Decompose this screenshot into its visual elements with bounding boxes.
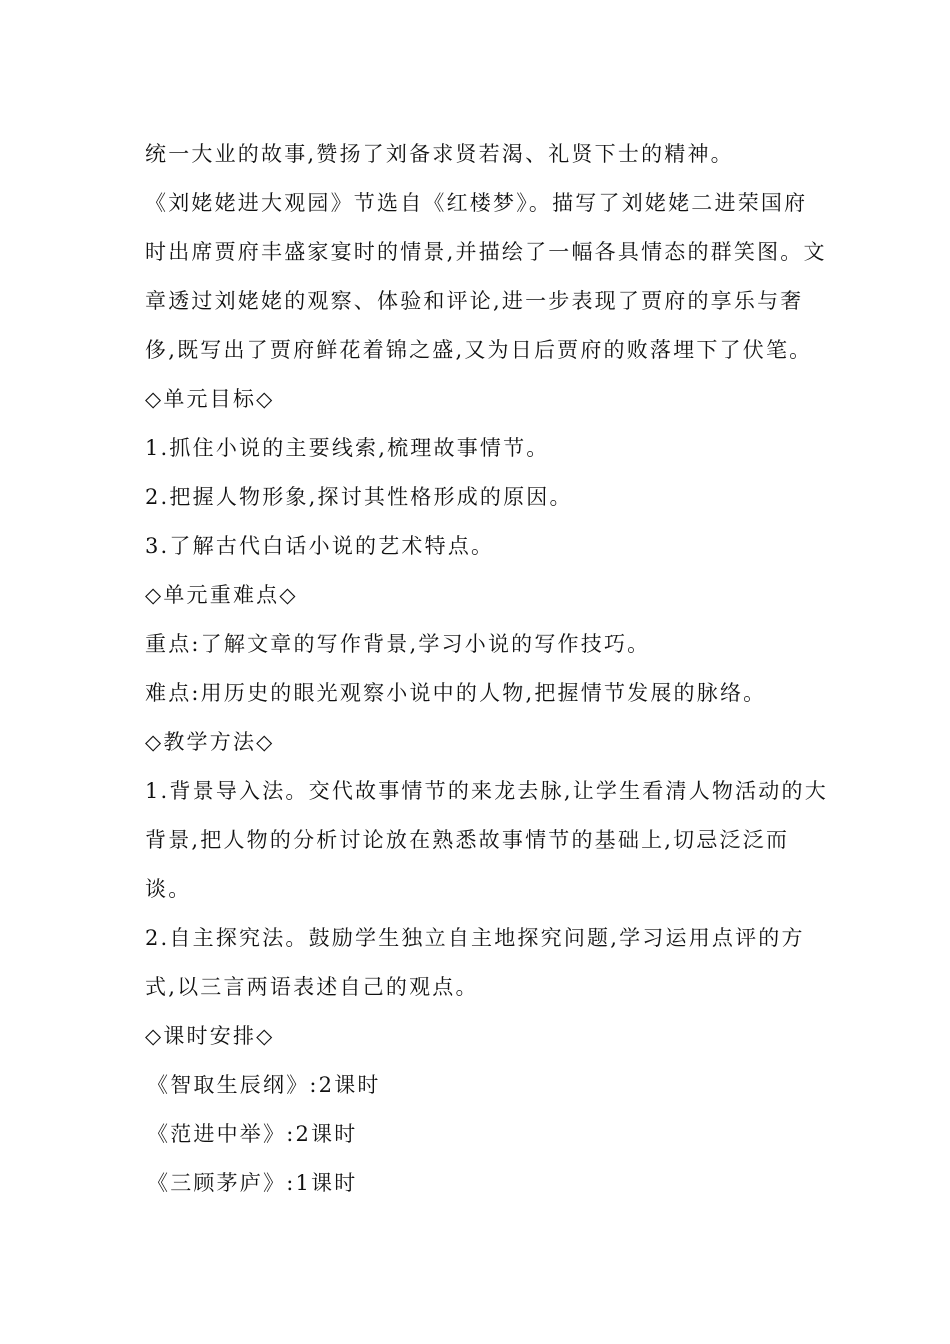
- paragraph-line: 重点:了解文章的写作背景,学习小说的写作技巧。: [145, 632, 651, 656]
- schedule-item: 《智取生辰纲》:2课时: [147, 1073, 381, 1097]
- document-page: [145, 130, 828, 1208]
- paragraph-line: 难点:用历史的眼光观察小说中的人物,把握情节发展的脉络。: [145, 681, 767, 705]
- section-heading: ◇课时安排◇: [145, 1024, 275, 1048]
- section-heading: ◇单元目标◇: [145, 387, 275, 411]
- section-heading: ◇单元重难点◇: [145, 583, 298, 607]
- paragraph-line: 式,以三言两语表述自己的观点。: [145, 975, 479, 999]
- paragraph-line: 背景,把人物的分析讨论放在熟悉故事情节的基础上,切忌泛泛而: [145, 828, 790, 852]
- list-item: 2.把握人物形象,探讨其性格形成的原因。: [145, 485, 573, 509]
- section-heading: ◇教学方法◇: [145, 730, 275, 754]
- paragraph-line: 时出席贾府丰盛家宴时的情景,并描绘了一幅各具情态的群笑图。文: [145, 240, 827, 264]
- list-item: 2.自主探究法。鼓励学生独立自主地探究问题,学习运用点评的方: [145, 926, 805, 950]
- list-item: 1.背景导入法。交代故事情节的来龙去脉,让学生看清人物活动的大: [145, 779, 828, 803]
- paragraph-line: 谈。: [145, 877, 192, 901]
- paragraph-line: 统一大业的故事,赞扬了刘备求贤若渴、礼贤下士的精神。: [145, 142, 734, 166]
- paragraph-line: 章透过刘姥姥的观察、体验和评论,进一步表现了贾府的享乐与奢: [145, 289, 804, 313]
- list-item: 3.了解古代白话小说的艺术特点。: [145, 534, 495, 558]
- paragraph-line: 侈,既写出了贾府鲜花着锦之盛,又为日后贾府的败落埋下了伏笔。: [145, 338, 813, 362]
- schedule-item: 《三顾茅庐》:1课时: [147, 1171, 358, 1195]
- paragraph-line: 《刘姥姥进大观园》节选自《红楼梦》。描写了刘姥姥二进荣国府: [145, 191, 808, 215]
- schedule-item: 《范进中举》:2课时: [147, 1122, 358, 1146]
- list-item: 1.抓住小说的主要线索,梳理故事情节。: [145, 436, 550, 460]
